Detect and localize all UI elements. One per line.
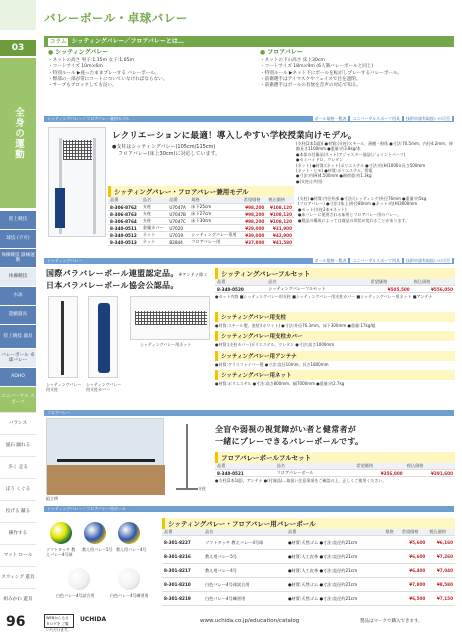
section1-sub1: ●支柱はシッティングバレー(105cm/115cm) <box>112 144 216 150</box>
col-header: 税込価格 <box>266 197 294 204</box>
section2-set-table <box>215 268 455 300</box>
cell: ¥6,500 <box>400 592 428 606</box>
sidebar-item[interactable]: 歩く 走る <box>0 456 36 478</box>
intro-line: ・コートサイズ 18m×9m (6人制バレーボールと同じ) <box>260 64 374 70</box>
col-header: 税込価格 <box>427 529 455 536</box>
headline-note: ※アンテナ除く <box>178 272 208 277</box>
col-header: 品名 <box>266 279 368 286</box>
ball-image <box>68 568 90 590</box>
cell: ソフトタッチ 教えバレー4号球 <box>203 536 286 550</box>
cell: ¥5,600 <box>400 536 428 550</box>
cell: フロアバレー用 <box>189 239 241 246</box>
cell <box>383 550 399 564</box>
cell: 8-306-8762 <box>108 204 141 211</box>
cell: ¥6,600 <box>400 550 428 564</box>
col-header: 品番 <box>215 279 266 286</box>
cell: U7047B <box>167 211 189 218</box>
sidebar-item[interactable]: ぼう くぐる <box>0 478 36 500</box>
section1-table-title: シッティングバレー・フロアバレー兼用モデル <box>108 186 294 197</box>
col-header: 規格 <box>189 197 241 204</box>
ball-image <box>118 568 140 590</box>
table-row <box>162 536 455 550</box>
cell: U7019 <box>167 232 189 239</box>
section2-bar-label: シッティングバレー <box>47 258 83 263</box>
cell: ¥98,200 <box>242 218 267 225</box>
spec-line: ●寸法:約(H)4,500mm ●耐荷重:約1.3kg <box>296 173 372 179</box>
column-title: シッティングバレー／フロアバレーとは… <box>71 38 184 45</box>
note-line: ●製品の構成によっては商品の形状が変わることがあります。 <box>298 217 410 223</box>
cell: ¥8,580 <box>427 578 455 592</box>
cell: ¥39,000 <box>242 232 267 239</box>
section3-set-table <box>215 452 455 484</box>
photo-caption: シッティングバレー用支柱カバー <box>86 382 122 393</box>
cell: フロアバレーボール <box>275 470 355 477</box>
cell: ●材質:天然ゴム ●寸法:直径約21cm <box>286 536 383 550</box>
section2-headline2: 日本パラバレーボール協会公認品。 <box>46 281 179 290</box>
col-header: 希望価格 <box>400 529 428 536</box>
cell: 8-301-8219 <box>162 592 203 606</box>
ball-label: 教え用バレー4号 <box>116 547 147 552</box>
spec-line: ●(支柱は共用) <box>296 178 323 184</box>
intro-line: ・ネットの下の高さ 床上30cm <box>260 58 325 64</box>
cell: ●材質:人工皮革 ●寸法:直径約21cm <box>286 564 383 578</box>
sidebar-item[interactable]: 遊戯器具 <box>0 305 36 324</box>
col-header: 品番 <box>215 463 275 470</box>
table-row <box>108 225 294 232</box>
bar-tag: ボール規格一覧表 <box>314 116 347 121</box>
section-category: 全身の運動 <box>0 58 36 208</box>
sidebar-item[interactable]: バランス <box>0 412 36 434</box>
column-tag: コラム <box>50 39 67 45</box>
cell: ¥505,500 <box>369 286 412 293</box>
table-row <box>108 218 294 225</box>
cell: 8-301-8216 <box>162 550 203 564</box>
cell: 8-301-8227 <box>162 536 203 550</box>
section3-bar <box>44 410 454 416</box>
sidebar-item[interactable]: 陸上競技 <box>0 210 36 229</box>
floor-intro-title: ● フロアバレー <box>260 50 454 56</box>
bar-tag: ユニバーサルスポーツ用具 <box>352 116 400 121</box>
headline-text: 国際パラバレーボール連盟認定品。 <box>46 269 179 278</box>
cell: ¥556,050 <box>412 286 455 293</box>
section4-bar <box>44 506 454 512</box>
cell <box>383 578 399 592</box>
cell: 白色バレー4号練習用 <box>203 592 286 606</box>
photo-caption: シッティングバレー用ネット <box>140 342 192 347</box>
sidebar-item[interactable]: スウィング 遊具 <box>0 566 36 588</box>
sidebar-item[interactable]: 組みかわ 遊具 <box>0 588 36 610</box>
table-row <box>108 239 294 246</box>
cell: 金属カバー <box>141 225 168 232</box>
photo-caption: シッティングバレー用支柱 <box>46 382 82 393</box>
sidebar-item[interactable]: 球技 (不可) <box>0 229 36 248</box>
table-row <box>162 550 455 564</box>
cell: U7047A <box>167 204 189 211</box>
product-photo-net <box>130 296 210 340</box>
cell: 床下27cm <box>189 211 241 218</box>
product-photo-cover <box>88 296 118 378</box>
section1-bar-label: シッティングバレー／フロアバレー兼用モデル <box>47 116 130 121</box>
intro-line: ・コートサイズ 10m×6m <box>48 64 103 70</box>
table-header-row <box>215 463 455 470</box>
intro-line: ・前衛選手はアイマスクやフェイスで目を遮閉。 <box>260 76 361 82</box>
sidebar <box>0 0 36 644</box>
table-header-row <box>108 197 294 204</box>
intro-line: ・ネットの高さ 男子:1.15m 女子:1.05m <box>48 58 134 64</box>
ball-label: 白色バレー4号試合用 <box>56 593 95 598</box>
spec-line: (ネット・ヒモ) ●材質:ポリエステル、帯電 <box>296 168 373 174</box>
intro-line: ・臀部の一部が常にコートについていなければならない。 <box>48 76 168 82</box>
cell: 8-340-0521 <box>215 470 275 477</box>
section2-headline1 <box>46 268 208 279</box>
sidebar-top-band <box>0 0 36 30</box>
col-header: 品番 <box>286 529 383 536</box>
column-bar <box>44 36 454 47</box>
table-row <box>108 232 294 239</box>
pole <box>61 301 64 375</box>
net-graphic <box>135 311 207 325</box>
page-number: 96 <box>6 614 26 630</box>
cell: ¥391,600 <box>405 470 455 477</box>
cell: ¥41,580 <box>266 239 294 246</box>
cell: シッティングバレーフルセット <box>266 286 368 293</box>
cell: ¥108,120 <box>266 218 294 225</box>
brand-logo: UCHIDA <box>80 616 107 623</box>
cell: ¥98,200 <box>242 211 267 218</box>
product-photo-pole <box>48 296 78 378</box>
note-line: (支柱) ●材質:内径外部 ●寸法:(シッティング)外径76mm ●重量:約5kg <box>298 196 427 201</box>
sidebar-item[interactable]: 投げる 蹴る <box>0 500 36 522</box>
item-desc: ●材質:スチール製、塗装:(ホワイト) ●寸法:外径76.3mm、床下300mm ●重量:17kg/組 <box>215 323 376 328</box>
cell: ネット <box>141 232 168 239</box>
cell: 白色バレー4号球試合用 <box>203 578 286 592</box>
sidebar-item[interactable]: 操作する <box>0 522 36 544</box>
section2-bar <box>44 258 454 264</box>
cell: 8-306-8764 <box>108 218 141 225</box>
cell: ●材質:天然ゴム ●寸法:直径約21cm <box>286 592 383 606</box>
col-header: 品番 <box>167 197 189 204</box>
cell: 床下25cm <box>189 204 241 211</box>
section1-right-note <box>298 196 454 223</box>
bar-tag: ユニバーサルスポーツ用具 <box>352 258 400 263</box>
col-header: 規格 <box>383 529 399 536</box>
item-title: シッティングバレー用支柱 <box>215 312 455 322</box>
cell: ¥7,150 <box>427 592 455 606</box>
sidebar-item[interactable]: ADHO <box>0 367 36 386</box>
table-row <box>162 578 455 592</box>
ball-image <box>50 522 72 544</box>
cell: 8-301-8217 <box>162 564 203 578</box>
item-title: シッティングバレー用ネット <box>215 370 455 380</box>
pole-base <box>176 488 198 490</box>
item-desc: ●材質:グラスファイバー製 ●寸法:直径10mm、長さ1800mm <box>215 361 329 367</box>
cell: ¥6,160 <box>427 536 455 550</box>
cell: ¥98,200 <box>242 204 267 211</box>
cell: 教え用バレー5号 <box>203 550 286 564</box>
cell: ●材質:人工皮革 ●寸法:直径約21cm <box>286 550 383 564</box>
intro-line: ・特別ルール ▶座ったままプレーする バレーボール。 <box>48 70 160 76</box>
cell: ¥37,800 <box>242 239 267 246</box>
section2-items <box>215 312 455 387</box>
set-note: ●セット内容 ■シッティングバレー用支柱 ■シッティングバレー用支柱カバー ■シッティングバレー用ネット ■アンテナ <box>215 294 433 300</box>
catalog-url[interactable]: www.uchida.co.jp/education/catalog <box>200 618 300 624</box>
cell: B2844 <box>167 239 189 246</box>
table-header-row <box>162 529 455 536</box>
cell <box>189 225 241 232</box>
note-line: (フロアバレー) ●寸法:(床上)外径80mm ●ネット:約(H)3000mm <box>298 201 418 207</box>
item-desc: ●材質:ポリエステル ●寸法:高さ800mm、幅7000mm ●重量:約2.7kg <box>215 381 345 387</box>
ball-label: 白色バレー4号練習用 <box>110 593 149 598</box>
cell: ネット <box>141 239 168 246</box>
section1-spec <box>296 141 454 184</box>
sidebar-item[interactable]: 体操競技 <box>0 267 36 286</box>
cell: ¥7,040 <box>427 564 455 578</box>
section4-table <box>162 518 455 606</box>
note-line: ●床バレーに使用される床用とフロアバレー用のバレー。 <box>298 212 402 218</box>
floor-intro <box>260 50 454 89</box>
page-title: バレーボール・卓球バレー <box>44 11 188 25</box>
section-number: 03 <box>0 40 36 56</box>
cell: ¥108,120 <box>266 204 294 211</box>
cell <box>383 564 399 578</box>
intro-line: ・サーブもブロックしても良い。 <box>48 83 117 89</box>
cell: ●材質:天然ゴム ●寸法:直径約21cm <box>286 578 383 592</box>
spec-line: ●本体の付属品(ネット)アジャスター部品(ジョイントパーツ) <box>296 151 406 157</box>
cell: 8-340-0511 <box>108 225 141 232</box>
col-header: 品番 <box>108 197 141 204</box>
court-net <box>57 459 155 462</box>
product-photo-stand <box>168 418 210 494</box>
cell: ¥7,800 <box>400 578 428 592</box>
cell: 8-340-0512 <box>108 232 141 239</box>
ball-label: ソフトタッチ 教えバレー4号球 <box>46 547 76 558</box>
set-note: ●支柱(2本1組)、アンテナ ●(付属品)…取扱い注意事項をご確認の上、正しくご使用ください。 <box>215 478 387 484</box>
table-row <box>108 204 294 211</box>
cell: 支柱 <box>141 218 168 225</box>
intro-line: ・前衛選手はボールの有無を音声の対応で知る。 <box>260 83 361 89</box>
sidebar-item[interactable]: 体操競技 器械運動 <box>0 248 36 267</box>
item-title: シッティングバレー用アンテナ <box>215 351 455 361</box>
ball-label: 教え用バレー5号 <box>82 547 113 552</box>
net-graphic <box>63 140 92 160</box>
item-desc: ●材質:(支柱カバー)ポリエステル、ウレタン ●寸法:高さ1000mm <box>215 342 335 348</box>
section1-sub2: フロアバレー(床上30cm)に対応しています。 <box>118 151 221 157</box>
col-header: 希望価格 <box>369 279 412 286</box>
section3-headline2: 一緒にプレーできるバレーボールです。 <box>215 437 364 446</box>
col-header: 品名 <box>275 463 355 470</box>
ball-image <box>118 522 140 544</box>
section1-headline: レクリエーションに最適！導入しやすい学校授業向けモデル。 <box>112 131 357 141</box>
table-row <box>215 286 455 293</box>
spec-line: (ネット) ●材質:(ネット)ポリエステル ●寸法:約(H)1000×長さ500mm <box>296 162 426 168</box>
intro-line: ・特別ルール ▶ネット下にボールを転がしプレーするバレーボール。 <box>260 70 402 76</box>
cell: 床下30cm <box>189 218 241 225</box>
cell: U7047C <box>167 218 189 225</box>
pole-right <box>93 138 96 234</box>
photo-caption: 組立例 <box>46 496 58 501</box>
cover-graphic <box>98 303 110 373</box>
section1-bar <box>44 116 454 122</box>
photo-caption: 支柱 <box>198 486 206 491</box>
table-row <box>162 564 455 578</box>
col-header: 税込価格 <box>412 279 455 286</box>
table-row <box>108 211 294 218</box>
sidebar-item[interactable]: バレーボール 卓球バレー <box>0 348 36 367</box>
cell: 8-340-0520 <box>215 286 266 293</box>
pole-cover <box>55 188 65 228</box>
sidebar-item[interactable]: マット ロール <box>0 544 36 566</box>
cell: ¥29,000 <box>242 225 267 232</box>
bar-tag: ボール規格一覧表 <box>314 258 347 263</box>
table-row <box>215 470 455 477</box>
sitting-intro <box>48 50 243 89</box>
col-header: 希望価格 <box>242 197 267 204</box>
cell: 8-301-8210 <box>162 578 203 592</box>
item-title: シッティングバレー用支柱カバー <box>215 331 455 341</box>
cell: ¥31,900 <box>266 225 294 232</box>
cell: ¥108,120 <box>266 211 294 218</box>
bar-tag: 技術申請有取扱いの可否 <box>406 258 450 263</box>
cell: ¥6,400 <box>400 564 428 578</box>
cell: ¥42,900 <box>266 232 294 239</box>
col-header: 品名 <box>203 529 286 536</box>
col-header: 品名 <box>141 197 168 204</box>
col-header: 希望価格 <box>354 463 404 470</box>
sitting-intro-title: ● シッティングバレー <box>48 50 243 56</box>
sidebar-item[interactable]: 風石 踊れる <box>0 434 36 456</box>
bar-tag: 技術申請有取扱いの可否 <box>406 116 450 121</box>
cell: ¥7,260 <box>427 550 455 564</box>
cell: 8-306-8763 <box>108 211 141 218</box>
spec-line: (支柱(2本1組)) ●材質:(支柱)スチール、薄膜・粉体 ●寸法:70.5mm、内径4.2mm、伸縮長さ1100mm ●重量:約3.8kg/本 <box>296 141 454 152</box>
footer-note: WEBからもカタログを ご覧いただけます。 <box>44 614 74 628</box>
cell: シッティングバレー専用 <box>189 232 241 239</box>
product-photo-poles <box>48 127 106 237</box>
pole <box>186 424 188 490</box>
note-line: ●セット(支柱2本+ネット) <box>298 206 347 212</box>
table-row <box>162 592 455 606</box>
cell: 教え用バレー4号 <box>203 564 286 578</box>
cell: ¥356,000 <box>354 470 404 477</box>
sidebar-item[interactable]: 陸上競技 器具 <box>0 324 36 348</box>
cell: 支柱 <box>141 211 168 218</box>
section3-bar-label: フロアバレー <box>47 410 71 415</box>
section1-table <box>108 186 294 246</box>
cell <box>383 536 399 550</box>
ball-image <box>84 522 106 544</box>
section3-headline1: 全盲や弱視の視覚障がい者と健常者が <box>215 425 357 434</box>
product-photo-court <box>46 418 164 494</box>
footer-right-note: 製品はマークで購入できます。 <box>360 619 423 624</box>
section4-table-title: シッティングバレー・フロアバレー用バレーボール <box>162 518 455 529</box>
cell <box>383 592 399 606</box>
table-header-row <box>215 279 455 286</box>
sidebar-list <box>0 210 36 610</box>
col-header: 品番 <box>162 529 203 536</box>
sidebar-item-active[interactable]: ユニバーサル スポーツ <box>0 386 36 412</box>
spec-line: ●セミハイドロ、ウレタン <box>296 157 344 163</box>
section3-set-title: フロアバレーボールフルセット <box>215 452 455 463</box>
col-header: 税込価格 <box>405 463 455 470</box>
court-floor <box>47 465 165 495</box>
cell: 8-340-0513 <box>108 239 141 246</box>
section4-bar-label: シッティングバレー・フロアバレー用ボール <box>47 506 126 511</box>
sidebar-item[interactable]: 水泳 <box>0 286 36 305</box>
section2-set-title: シッティングバレーフルセット <box>215 268 455 279</box>
cell: U7020 <box>167 225 189 232</box>
cell: 支柱 <box>141 204 168 211</box>
